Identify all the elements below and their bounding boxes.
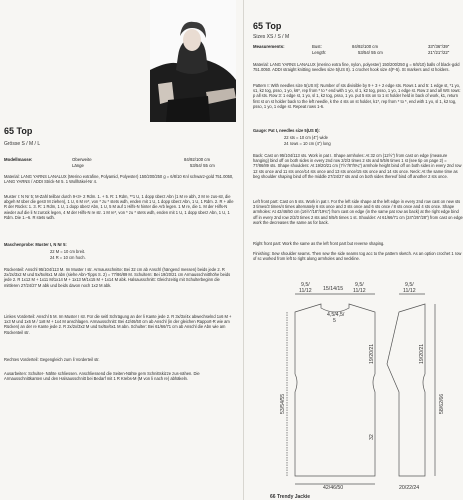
left-masch-1: 22 M = 10 cm breit. bbox=[50, 249, 86, 254]
left-ausarbeiten: Ausarbeiten: Schulter- Nähte schliessen. Anschliessend die Seiten-Nähte gem Schnittskizze zus-nähen. Die Armausschnittkanten und den Halsausschnitt bei Bedarf mit 1 R Krebs-M (M von li nach re) abhäkeln. bbox=[4, 371, 200, 382]
sch-top-left-w: 9,5/ bbox=[301, 282, 310, 288]
model-photo bbox=[150, 0, 236, 122]
sch-front-top-w: 9,5/ bbox=[405, 282, 414, 288]
sch-front-bottom-w: 20/22/24 bbox=[399, 485, 420, 491]
right-finishing: Finishing: Sew shoulder seams. Then sew the side seams tog acc to the pattern sketch. As an option crochet 1 row of sc worked from left to right along armholes and neckline. bbox=[253, 251, 462, 262]
left-title: 65 Top bbox=[4, 126, 33, 136]
right-back: Back: Cast on 95/104/113 sts. Work in pat I. Shape armholes: At 32 cm (12½") from cast on edge (measure hanging) bind off on both sides in every 2nd row 2/2/3 times 2 sts and 5/5/6 times 1 st (see tip on page 2) = 77/86/89 sts. Shape shoulders: At 19/20/21 cm (7½"/8"/8¼") armhole height bind off on both sides in every 2nd row 12 sts once and 11 sts once/14 sts once and 13 sts once/15 sts once and 14 sts once. Neck: At the same time as beg shoulder shaping bind off the middle 27/24/27 sts and on both sides thereof bind off another 2 sts once. bbox=[253, 153, 462, 179]
left-material: Material: LANG YARNS LANALUX (Merino extrafine, Polyamid, Polyester) 150/200/250 g = 6/8/10 Knl schwarz-gold 751.0050, LANG YARNS / ADDI Strick-Nr 5. 1 Wollhäkel-Nr 4. bbox=[4, 174, 234, 185]
sch-front-top-w2: 11/12 bbox=[403, 288, 416, 294]
left-modelmasse-label: Modellmasse: bbox=[4, 157, 33, 162]
pattern-schematic bbox=[275, 264, 463, 494]
left-rechtes: Rechtes Vorderteil: Gegengleich zum li Vorderteil str. bbox=[4, 357, 100, 362]
left-oberweite-val: 84/92/100 cm bbox=[184, 157, 211, 162]
right-title: 65 Top bbox=[253, 21, 282, 31]
sch-side-h: 32 bbox=[369, 434, 375, 440]
sch-right-total: 58/62/66 bbox=[439, 393, 445, 414]
sch-top-right-w2: 11/12 bbox=[353, 288, 366, 294]
left-masch-label: Maschenprobe: Muster I, N Nr 5: bbox=[4, 242, 67, 247]
sch-neck-depth: 4,5/4,5/ bbox=[327, 312, 345, 318]
sch-armhole-h: 19/20/21 bbox=[369, 343, 375, 364]
model-photo-illustration bbox=[150, 0, 236, 122]
right-length-in: 21"/21"/22" bbox=[428, 50, 450, 55]
left-sizes: Grösse S / M / L bbox=[4, 141, 41, 147]
left-laenge-val: 53/54/ 55 cm bbox=[190, 163, 215, 168]
left-masch-2: 24 R = 10 cm hoch. bbox=[50, 255, 86, 260]
right-left-front: Left front part: Cast on 5 sts. Work in pat I. For the left side shape at the left edge in every 2nd row cast on new sts 3 times/3 times/4 times alternately 6 sts once and 3 sts once and 6 sts once / 8 sts once and 4 sts once. Shape armholes: At 42/46/50 cm (16½"/18"/19¾") from cast on edge (in the same pat row as back) at the right edge bind off in every 2nd row 2/2/3 times 2 sts and 5/5/6 times 1 st. Shoulder: At 61/66/71 cm (24"/26"/28") from cast on edge work the decreases the same as for back. bbox=[253, 199, 463, 225]
page-footer: 66 Trendy Jackie bbox=[270, 494, 311, 500]
left-ruecken: Rückenteil: Anschl 95/104/113 M. Im Muster I str. Armausschnitte: Bei 32 cm ab Anschl (hängend messen) beids jede 2. R 2x/2x/3x2 M und 5x/5x/6x1 M abn (siehe Abn-Tipps S. 2) = 77/86/89 M. Schultern: Bei 19/20/21 cm Armausschnitthöhe beids jede 2. R 1x12 M + 1x11 M/1x14 M + 1x13 M/1x15 M + 1x14 M abk. Halsausschnitt: Gleichzeitig mit Schulterbeginn die mittleren 27/24/27 M abk und beids davon noch 1x2 M abk. bbox=[4, 267, 231, 288]
sch-right-armhole: 19/20/21 bbox=[419, 343, 425, 364]
sch-top-mid: 15/14/15 bbox=[323, 286, 344, 292]
right-bust-cm: 84/92/100 cm bbox=[352, 44, 379, 49]
right-right-front: Right front part: Work the same as the left front part but reverse shaping. bbox=[253, 241, 385, 246]
schematic-drawing bbox=[275, 264, 463, 494]
right-sizes: Sizes XS / S / M bbox=[253, 34, 290, 40]
sch-top-right-w: 9,5/ bbox=[355, 282, 364, 288]
left-oberweite: Oberweite bbox=[72, 157, 92, 162]
left-laenge: Länge bbox=[72, 163, 84, 168]
right-length: Length: bbox=[312, 50, 327, 55]
left-linkes: Linkes Vorderteil: Anschl 5 M. Im Muster I str. Für die seitl Schrägung an der li Kante jede 2. R 3x/3x/4x abwechselnd 1x6 M + 1x3 M und 1x6 M / 1x8 M + 1x4 M anschlagen. Armausschnitt: Bei 42/46/50 cm ab Anschl (in der gleichen Rapport-R wie am Rücken) an der re Kante jede 2. R 2x/2x/3x2 M und 5x/5x/6x1 M abn. Schulter: Bei 61/66/71 cm ab Anschl die Abn wie am Rückenteil str. bbox=[4, 314, 232, 335]
right-pattern: Pattern I: With needles size 5(US 8): Number of sts divisible by 9 + 3 + 2 edge sts. Rows 1 and 5: 1 edge st, *1 yo, s1, k2 tog, psso, 1 yo, k6*, rep from * to * end with 1 yo, sl 1, k2 tog, psso, 1 yo, 1 edge st. Row 2 and all WS rows: p all sts. Row 3: 1 edge st, 1 yo, sl 1, k2 tog, psso, 1 yo. put 5 sts on to 1 st holder held in back of work, k1, return first st on st holder back to the left needle, k the 4 sts on st holder, k1*, rep from * to *, end with 1 yo, sl 1, k2 tog, psso, 1 yo, 1 edge st. Repeat rows 1-6. bbox=[253, 83, 461, 109]
sch-bottom-w: 42/46/50 bbox=[323, 485, 344, 491]
right-measurements-label: Measurements: bbox=[253, 44, 285, 49]
sch-total-h: 53/54/55 bbox=[280, 393, 286, 414]
right-gauge-1: 22 sts = 10 cm (4") wide bbox=[284, 135, 328, 140]
right-bust-in: 33"/36"/39" bbox=[428, 44, 450, 49]
right-bust: Bust: bbox=[312, 44, 322, 49]
right-gauge-label: Gauge: Pat I, needles size 5(US 8): bbox=[253, 128, 320, 133]
left-muster-i: Muster I: N Nr 5; M-Zahl teilbar durch 9+3+ 2 Rdm. 1. + 5. R: 1 Rdm, **1 U, 1 dopp überz Abn (1 M re abh, 2 M re zus-str, die abgeh M über die gestr M ziehen), 1 U, 6 M re*, von * zu * stets wdh, enden mit 1 U, 1 dopp überz Abn, 1 U, 1 Rdm. 2. R + alle R der Rücks: 1. 3. R: 1 Rdm, 1 U, 1 dopp überz Abn, 1 U, 5 M auf 1 Hilfs-N hinter die Arb legen. 1 M re, die 1. M der Hilfs-N wieder auf die li N zurück legen, 4 M der Hilfs-N re str. 1 M re*, von * zu * stets wdh, enden mit 1 U, 1 dopp überz Abn, 1 U, 1 Rdm. Die 1.–6. R stets wdh. bbox=[4, 194, 234, 220]
sch-top-left-w2: 11/12 bbox=[299, 288, 312, 294]
sch-neck-depth2: 5 bbox=[333, 318, 336, 324]
right-gauge-2: 24 rows = 10 cm (4") long bbox=[284, 141, 331, 146]
column-divider bbox=[243, 0, 244, 500]
right-material: Material: LANG YARNS LANALUX (merino extra fine, nylon, polyester) 150/200/250 g = 6/8/10) balls of black-gold 751.0050. ADDI straight knitting needles size 5(US 8). 1 crochet hook size 4(F-5). St markers and st holders. bbox=[253, 62, 460, 73]
right-length-cm: 53/54/ 55 cm bbox=[358, 50, 383, 55]
